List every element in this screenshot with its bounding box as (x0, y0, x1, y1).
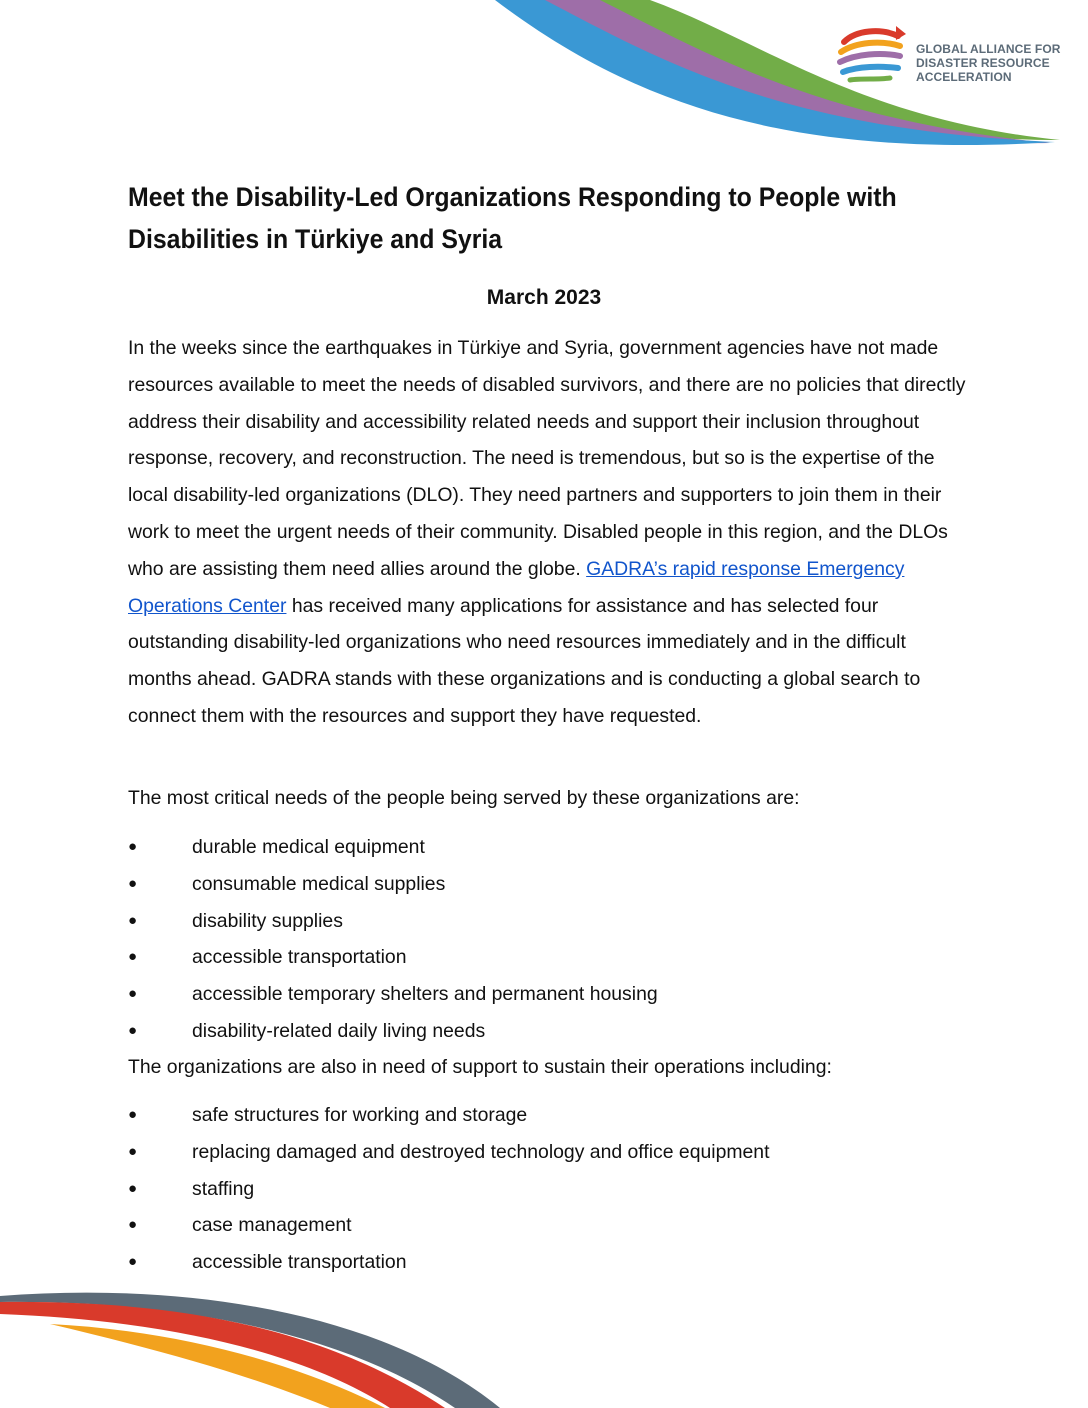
intro-text-before-link: In the weeks since the earthquakes in Türkiye and Syria, government agencies have not made resources available to meet the needs of disabled survivors, and there are no policies that directly address their disability and accessibility related needs and support their inclusion throughout response, recovery, and reconstruction. The need is tremendous, but so is the expertise of the local disability-led organizations (DLO). They need partners and supporters to join them in their work to meet the urgent needs of their community. Disabled people in this region, and the DLOs who are assisting them need allies around the globe. (128, 337, 966, 580)
list-item (128, 1097, 968, 1134)
bullet-icon: ● (128, 1216, 138, 1234)
list-item-text: durable medical equipment (192, 836, 425, 858)
bullet-icon: ● (128, 1106, 138, 1123)
logo-line-3: ACCELERATION (916, 70, 1012, 84)
list-item (128, 1171, 968, 1208)
bullet-icon: ● (128, 838, 138, 855)
bullet-icon: ● (128, 948, 138, 966)
list-item (128, 829, 968, 866)
title-line-1: Meet the Disability-Led Organizations Responding to People with (128, 182, 897, 212)
critical-needs-intro: The most critical needs of the people being served by these organizations are: (128, 787, 800, 809)
bullet-icon: ● (128, 1253, 138, 1271)
critical-needs-list (128, 829, 968, 1050)
list-item-text: safe structures for working and storage (192, 1104, 528, 1126)
list-item (128, 1207, 968, 1244)
operations-needs-list (128, 1097, 968, 1281)
bullet-icon: ● (128, 985, 138, 1003)
list-item-text: accessible temporary shelters and permanent housing (192, 983, 658, 1006)
emergency-operations-center-link[interactable]: GADRA’s rapid response Emergency Operations Center (128, 557, 905, 617)
logo-line-1: GLOBAL ALLIANCE FOR (916, 42, 1061, 56)
bullet-icon: ● (128, 1021, 138, 1039)
list-item-text: disability supplies (192, 909, 343, 932)
gadra-logo (836, 20, 1066, 92)
list-item-text: accessible transportation (192, 946, 407, 969)
page-title (128, 176, 901, 260)
list-item (128, 903, 968, 940)
list-item (128, 976, 968, 1013)
footer-swoosh-graphic (0, 1270, 1088, 1408)
bullet-icon: ● (128, 1142, 138, 1160)
globe-arrow-logo-icon (836, 20, 906, 90)
list-item (128, 1013, 968, 1050)
list-item-text: disability-related daily living needs (192, 1019, 486, 1042)
bullet-icon: ● (128, 1179, 138, 1197)
list-item (128, 1134, 968, 1171)
list-item-text: case management (192, 1214, 352, 1237)
list-item-text: accessible transportation (192, 1251, 407, 1274)
logo-line-2: DISASTER RESOURCE (916, 56, 1050, 70)
operations-needs-intro: The organizations are also in need of support to sustain their operations including: (128, 1056, 832, 1078)
bullet-icon: ● (128, 874, 138, 892)
list-item-text: staffing (192, 1177, 255, 1200)
bullet-icon: ● (128, 911, 138, 929)
intro-paragraph (128, 330, 968, 735)
publication-date: March 2023 (486, 286, 602, 309)
list-item (128, 939, 968, 976)
list-item-text: replacing damaged and destroyed technology and office equipment (192, 1140, 770, 1163)
intro-text-after-link: has received many applications for assistance and has selected four outstanding disability-led organizations who need resources immediately and in the difficult months ahead. GADRA stands with these organizations and is conducting a global search to connect them with the resources and support they have requested. (128, 594, 921, 727)
title-line-2: Disabilities in Türkiye and Syria (128, 224, 503, 254)
list-item (128, 866, 968, 903)
list-item-text: consumable medical supplies (192, 872, 446, 895)
logo-wordmark (916, 42, 1066, 84)
